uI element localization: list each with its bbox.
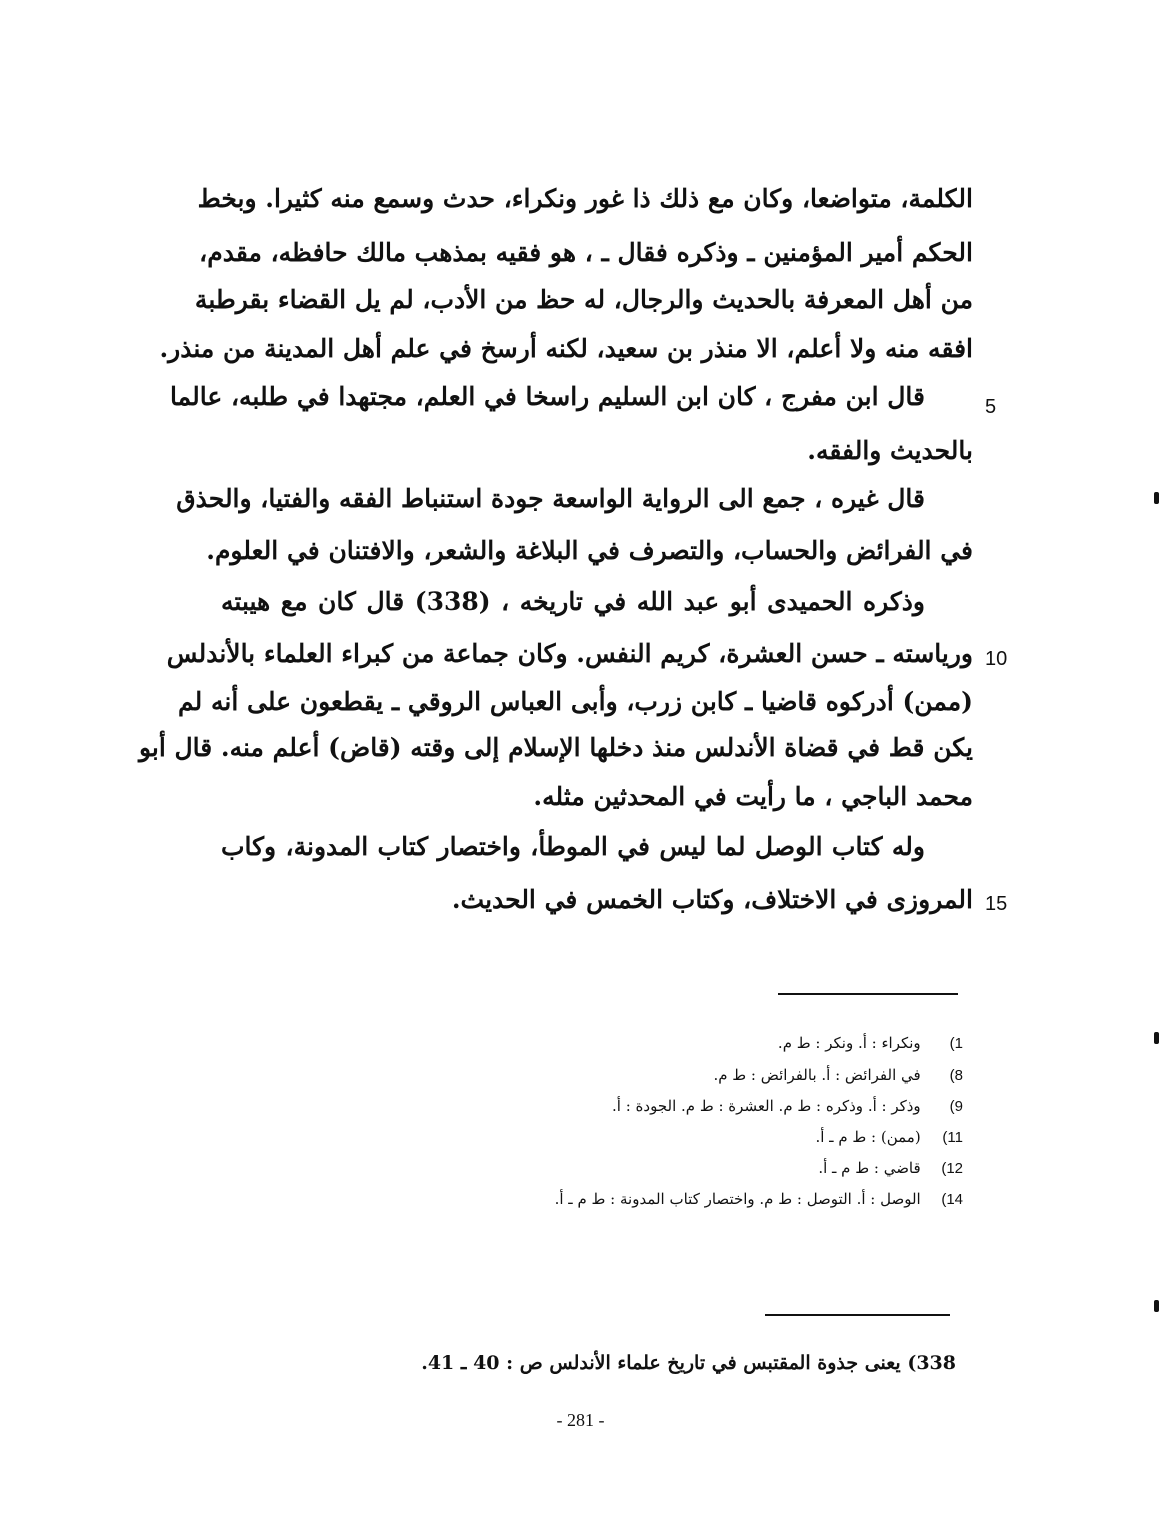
footnote [612, 1091, 963, 1122]
footnote [555, 1184, 963, 1215]
text-line: المروزى في الاختلاف، وكتاب الخمس في الحديث. [451, 885, 973, 914]
text-line: في الفرائض والحساب، والتصرف في البلاغة والشعر، والافتنان في العلوم. [206, 536, 973, 565]
text-line: (ممن) أدركوه قاضيا ـ كابن زرب، وأبى العباس الروقي ـ يقطعون على أنه لم [178, 687, 973, 716]
text-line: الكلمة، متواضعا، وكان مع ذلك ذا غور ونكراء، حدث وسمع منه كثيرا. وبخط [197, 184, 973, 213]
line-number-10: 10 [985, 648, 1008, 670]
text-line: قال غيره ، جمع الى الرواية الواسعة جودة استنباط الفقه والفتيا، والحذق [176, 484, 925, 513]
text-line: محمد الباجي ، ما رأيت في المحدثين مثله. [533, 782, 973, 811]
footnote-number: 1) [949, 1035, 963, 1052]
footnote-number: 9) [949, 1098, 963, 1115]
source-note: 338) يعنى جذوة المقتبس في تاريخ علماء الأندلس ص : 40 ـ 41. [421, 1352, 956, 1374]
footnote-text: الوصل : أ. التوصل : ط م. واختصار كتاب المدونة : ط م ـ أ. [554, 1190, 921, 1208]
footnote [713, 1060, 963, 1091]
text-line: وذكره الحميدى أبو عبد الله في تاريخه ، (338) قال كان مع هيبته [221, 587, 926, 616]
footnote-text: في الفرائض : أ. بالفرائض : ط م. [713, 1066, 921, 1084]
footnote-number: 8) [949, 1067, 963, 1084]
source-separator [765, 1314, 950, 1316]
text-line: وله كتاب الوصل لما ليس في الموطأ، واختصار كتاب المدونة، وكاب [221, 832, 925, 861]
footnote-number: 14) [941, 1191, 963, 1208]
footnote-number: 12) [941, 1160, 963, 1177]
line-number-5: 5 [985, 396, 997, 418]
scan-mark [1154, 1032, 1159, 1044]
footnote-text: ونكراء : أ. ونكر : ط م. [777, 1034, 921, 1052]
text-line: من أهل المعرفة بالحديث والرجال، له حظ من الأدب، لم يل القضاء بقرطبة [194, 285, 973, 314]
footnote [778, 1028, 963, 1059]
text-line: بالحديث والفقه. [807, 436, 973, 465]
footnote [815, 1122, 963, 1153]
text-line: افقه منه ولا أعلم، الا منذر بن سعيد، لكنه أرسخ في علم أهل المدينة من منذر. [159, 334, 973, 363]
footnote [818, 1153, 963, 1184]
line-number-15: 15 [985, 893, 1008, 915]
scan-mark [1154, 492, 1159, 504]
text-line: قال ابن مفرج ، كان ابن السليم راسخا في العلم، مجتهدا في طلبه، عالما [170, 382, 925, 411]
text-line: الحكم أمير المؤمنين ـ وذكره فقال ـ ، هو فقيه بمذهب مالك حافظه، مقدم، [199, 238, 973, 267]
footnote-number: 11) [942, 1129, 963, 1146]
footnote-text: قاضي : ط م ـ أ. [818, 1159, 921, 1177]
scan-mark [1154, 1300, 1159, 1312]
text-line: ورياسته ـ حسن العشرة، كريم النفس. وكان جماعة من كبراء العلماء بالأندلس [166, 639, 973, 668]
page-number: - 281 - [556, 1410, 605, 1430]
text-line: يكن قط في قضاة الأندلس منذ دخلها الإسلام إلى وقته (قاض) أعلم منه. قال أبو [138, 733, 973, 762]
footnote-separator [778, 993, 958, 995]
footnote-text: (ممن) : ط م ـ أ. [815, 1128, 921, 1146]
footnote-text: وذكر : أ. وذكره : ط م. العشرة : ط م. الجودة : أ. [612, 1097, 921, 1115]
